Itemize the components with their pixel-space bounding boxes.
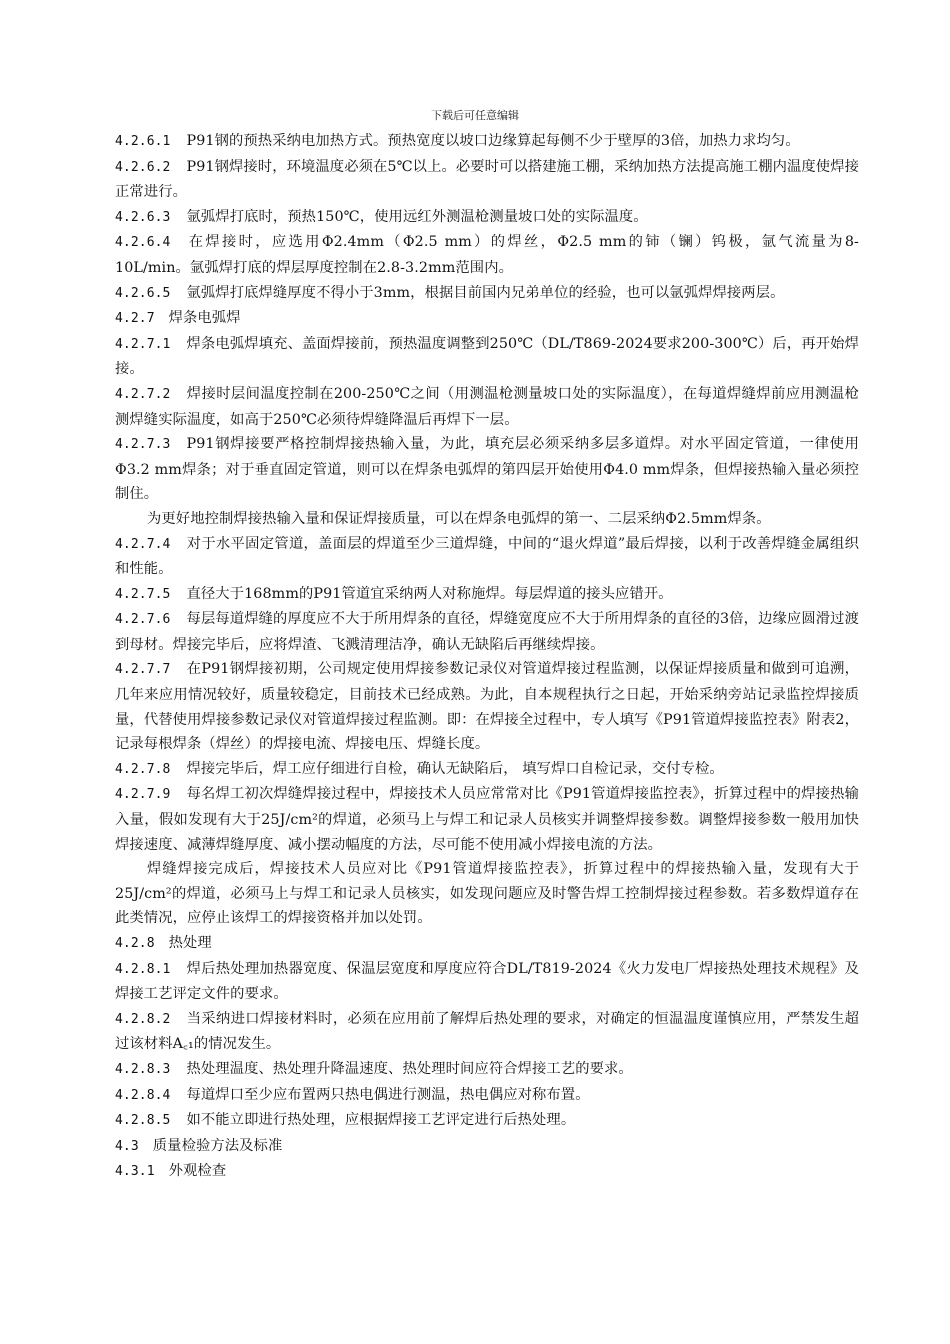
clause-number: 4.2.6.1 (115, 134, 171, 149)
paragraph (115, 432, 859, 507)
paragraph (115, 1083, 859, 1109)
paragraph (115, 857, 859, 931)
paragraph (115, 607, 859, 657)
paragraph (115, 281, 859, 307)
clause-number: 4.2.6.2 (115, 159, 171, 175)
paragraph-text: 焊后热处理加热器宽度、保温层宽度和厚度应符合DL/T819-2024《火力发电厂焊接热处理技术规程》及焊接工艺评定文件的要求。 (115, 960, 859, 1003)
paragraph (115, 230, 859, 280)
clause-number: 4.2.8.1 (115, 961, 171, 977)
paragraph (115, 205, 859, 231)
paragraph-text: 每道焊口至少应布置两只热电偶进行测温，热电偶应对称布置。 (186, 1086, 590, 1103)
clause-number: 4.2.8.4 (115, 1087, 171, 1103)
paragraph-text: P91钢焊接要严格控制焊接热输入量，为此，填充层必须采纳多层多道焊。对水平固定管道，一律使用Φ3.2 mm焊条；对于垂直固定管道，则可以在焊条电弧焊的第四层开始使用Φ4.0 mm焊条，但焊接热输入量必须控制住。 (115, 436, 859, 503)
paragraph (115, 1057, 859, 1083)
paragraph-text: 在P91钢焊接初期，公司规定使用焊接参数记录仪对管道焊接过程监测，以保证焊接质量和做到可追溯，几年来应用情况较好，质量较稳定，目前技术已经成熟。为此，自本规程执行之日起，开始采纳旁站记录监控焊接质量，代替使用焊接参数记录仪对管道焊接过程监测。即：在焊接全过程中，专人填写《P91管道焊接监控表》附表2，记录每根焊条（焊丝）的焊接电流、焊接电压、焊缝长度。 (115, 661, 859, 753)
paragraph (115, 957, 859, 1007)
paragraph-text: 焊接时层间温度控制在200-250℃之间（用测温枪测量坡口处的实际温度），在每道焊缝焊前应用测温枪测焊缝实际温度，如高于250℃必须待焊缝降温后再焊下一层。 (115, 385, 859, 428)
paragraph-text: 氩弧焊打底时，预热150℃，使用远红外测温枪测量坡口处的实际温度。 (186, 208, 648, 225)
paragraph (115, 532, 859, 582)
paragraph (115, 155, 859, 205)
paragraph-text: 质量检验方法及标准 (152, 1137, 283, 1154)
section-heading (115, 931, 859, 957)
clause-number: 4.2.6.3 (115, 209, 171, 225)
clause-number: 4.2.7.2 (115, 386, 171, 402)
clause-number: 4.2.8.3 (115, 1061, 171, 1077)
paragraph-text: P91钢的预热采纳电加热方式。预热宽度以坡口边缘算起每侧不少于壁厚的3倍，加热力求均匀。 (186, 133, 800, 149)
section-heading (115, 306, 859, 332)
paragraph (115, 382, 859, 432)
clause-number: 4.2.7.9 (115, 787, 171, 803)
paragraph-text: 在焊接时，应选用Φ2.4mm（Φ2.5 mm）的焊丝，Φ2.5 mm的铈（镧）钨极，氩气流量为8-10L/min。氩弧焊打底的焊层厚度控制在2.8-3.2mm范围内。 (115, 234, 859, 276)
clause-number: 4.2.8.2 (115, 1011, 171, 1027)
paragraph-text: P91钢焊接时，环境温度必须在5℃以上。必要时可以搭建施工棚，采纳加热方法提高施工棚内温度使焊接正常进行。 (115, 158, 859, 201)
paragraph (115, 582, 859, 608)
document-body (115, 129, 859, 1185)
clause-number: 4.2.7.8 (115, 761, 171, 777)
paragraph (115, 782, 859, 857)
clause-number: 4.3.1 (115, 1164, 155, 1180)
paragraph-text: 每名焊工初次焊缝焊接过程中，焊接技术人员应常常对比《P91管道焊接监控表》，折算过程中的焊接热输入量，假如发现有大于25J/cm²的焊道，必须马上与焊工和记录人员核实并调整焊接参数。调整焊接参数一般用加快焊接速度、减薄焊缝厚度、减小摆动幅度的方法，尽可能不使用减小焊接电流的方法。 (115, 786, 859, 853)
clause-number: 4.2.7.1 (115, 336, 171, 352)
section-heading (115, 1159, 859, 1185)
paragraph-text: 如不能立即进行热处理，应根据焊接工艺评定进行后热处理。 (186, 1112, 576, 1129)
paragraph (115, 1007, 859, 1057)
paragraph (115, 129, 859, 155)
paragraph-text: 每层每道焊缝的厚度应不大于所用焊条的直径，焊缝宽度应不大于所用焊条的直径的3倍，边缘应圆滑过渡到母材。焊接完毕后，应将焊渣、飞溅清理洁净，确认无缺陷后再继续焊接。 (115, 611, 859, 653)
clause-number: 4.2.7 (115, 311, 155, 327)
paragraph-text: 为更好地控制焊接热输入量和保证焊接质量，可以在焊条电弧焊的第一、二层采纳Φ2.5mm焊条。 (147, 510, 771, 527)
paragraph-text: 热处理温度、热处理升降温速度、热处理时间应符合焊接工艺的要求。 (186, 1060, 633, 1077)
paragraph-text: 焊接完毕后，焊工应仔细进行自检，确认无缺陷后， 填写焊口自检记录，交付专检。 (186, 760, 724, 777)
page-header: 下载后可任意编辑 (431, 109, 519, 122)
paragraph (115, 332, 859, 382)
clause-number: 4.3 (115, 1138, 139, 1154)
paragraph (115, 657, 859, 756)
paragraph-text: 对于水平固定管道，盖面层的焊道至少三道焊缝，中间的“退火焊道”最后焊接，以利于改善焊缝金属组织和性能。 (115, 535, 859, 578)
paragraph-text: 热处理 (168, 935, 212, 951)
clause-number: 4.2.6.4 (115, 235, 171, 251)
paragraph-text: 焊条电弧焊填充、盖面焊接前，预热温度调整到250℃（DL/T869-2024要求200-300℃）后，再开始焊接。 (115, 335, 859, 378)
paragraph-text: 外观检查 (168, 1163, 227, 1180)
paragraph-text: 焊条电弧焊 (168, 310, 241, 327)
clause-number: 4.2.6.5 (115, 285, 171, 301)
clause-number: 4.2.8 (115, 936, 155, 951)
clause-number: 4.2.7.3 (115, 437, 171, 453)
paragraph-text: 当采纳进口焊接材料时，必须在应用前了解焊后热处理的要求，对确定的恒温温度谨慎应用，严禁发生超过该材料A꜀₁的情况发生。 (115, 1010, 859, 1053)
clause-number: 4.2.7.4 (115, 536, 171, 552)
paragraph-text: 氩弧焊打底焊缝厚度不得小于3mm，根据目前国内兄弟单位的经验，也可以氩弧焊焊接两层。 (186, 284, 785, 301)
paragraph (115, 507, 859, 532)
section-heading (115, 1134, 859, 1160)
paragraph (115, 757, 859, 783)
clause-number: 4.2.7.5 (115, 586, 171, 602)
clause-number: 4.2.8.5 (115, 1113, 171, 1129)
paragraph-text: 直径大于168mm的P91管道宜采纳两人对称施焊。每层焊道的接头应错开。 (186, 585, 673, 602)
paragraph (115, 1108, 859, 1134)
clause-number: 4.2.7.7 (115, 662, 171, 678)
paragraph-text: 焊缝焊接完成后，焊接技术人员应对比《P91管道焊接监控表》，折算过程中的焊接热输入量，发现有大于25J/cm²的焊道，必须马上与焊工和记录人员核实，如发现问题应及时警告焊工控制焊接过程参数。若多数焊道存在此类情况，应停止该焊工的焊接资格并加以处罚。 (115, 861, 859, 927)
clause-number: 4.2.7.6 (115, 612, 171, 628)
